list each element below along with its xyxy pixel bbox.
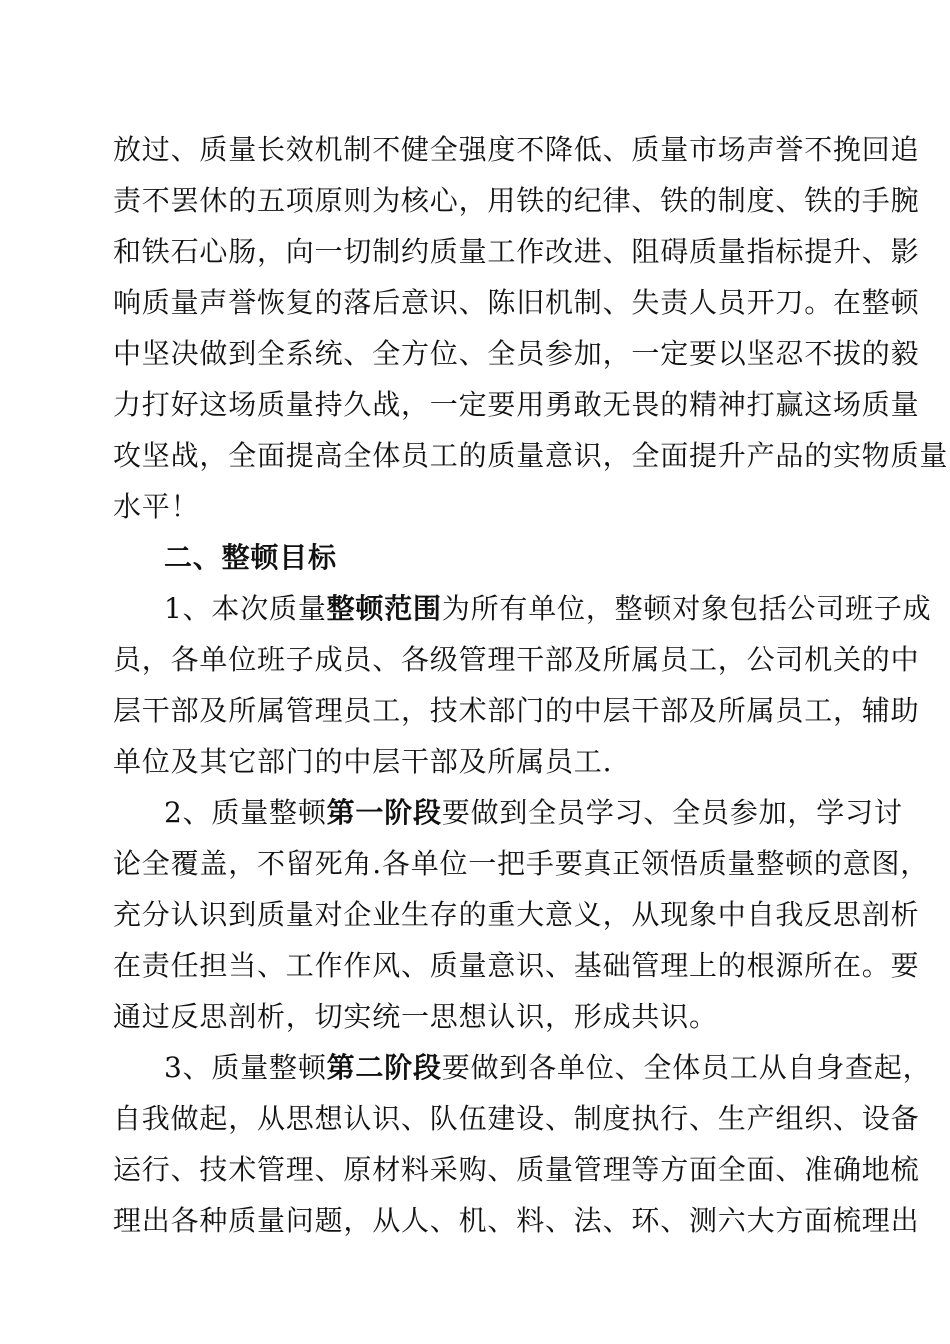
item1-prefix: 1、本次质量 [164, 592, 327, 625]
paragraph-line [113, 132, 920, 168]
line-text: 充分认识到质量对企业生存的重大意义，从现象中自我反思剖析 [113, 898, 920, 931]
item2-first-line [164, 795, 950, 831]
line-text: 层干部及所属管理员工，技术部门的中层干部及所属员工，辅助 [113, 694, 920, 727]
paragraph-line [113, 693, 950, 729]
paragraph-line [113, 438, 949, 474]
line-text: 论全覆盖，不留死角.各单位一把手要真正领悟质量整顿的意图， [113, 847, 930, 880]
item2-prefix: 2、质量整顿 [164, 796, 327, 829]
paragraph-line [113, 897, 950, 933]
line-text: 通过反思剖析，切实统一思想认识，形成共识。 [113, 1000, 718, 1033]
line-text: 中坚决做到全系统、全方位、全员参加，一定要以坚忍不拔的毅 [113, 337, 920, 370]
paragraph-line [113, 1203, 950, 1239]
item2-bold: 第一阶段 [326, 796, 442, 829]
line-text: 员，各单位班子成员、各级管理干部及所属员工，公司机关的中 [113, 643, 920, 676]
paragraph-line [113, 489, 843, 525]
paragraph-line [113, 285, 920, 321]
paragraph-line [113, 234, 920, 270]
paragraph-line [113, 183, 920, 219]
paragraph-line [113, 1101, 950, 1137]
line-text: 运行、技术管理、原材料采购、质量管理等方面全面、准确地梳 [113, 1153, 920, 1186]
line-text: 在责任担当、工作作风、质量意识、基础管理上的根源所在。要 [113, 949, 920, 982]
line-text: 力打好这场质量持久战，一定要用勇敢无畏的精神打赢这场质量 [113, 388, 920, 421]
paragraph-line [113, 1152, 950, 1188]
item3-rest: 要做到各单位、全体员工从自身查起， [441, 1051, 932, 1084]
line-text: 响质量声誉恢复的落后意识、陈旧机制、失责人员开刀。在整顿 [113, 286, 920, 319]
line-text: 放过、质量长效机制不健全强度不降低、质量市场声誉不挽回追 [113, 133, 920, 166]
paragraph-line [113, 999, 950, 1035]
line-text: 单位及其它部门的中层干部及所属员工. [113, 745, 613, 778]
paragraph-line [113, 846, 950, 882]
line-text: 水平！ [113, 490, 200, 523]
line-text: 攻坚战，全面提高全体员工的质量意识，全面提升产品的实物质量 [113, 439, 949, 472]
item3-bold: 第二阶段 [326, 1051, 442, 1084]
line-text: 和铁石心肠，向一切制约质量工作改进、阻碍质量指标提升、影 [113, 235, 920, 268]
paragraph-line [113, 744, 950, 780]
item3-prefix: 3、质量整顿 [164, 1051, 327, 1084]
item2-rest: 要做到全员学习、全员参加，学习讨 [441, 796, 903, 829]
section-heading-text: 二、整顿目标 [164, 541, 337, 574]
paragraph-line [113, 387, 920, 423]
section-heading [164, 540, 950, 576]
item1-rest: 为所有单位，整顿对象包括公司班子成 [441, 592, 932, 625]
item1-first-line [164, 591, 950, 627]
paragraph-line [113, 948, 950, 984]
line-text: 责不罢休的五项原则为核心，用铁的纪律、铁的制度、铁的手腕 [113, 184, 920, 217]
item1-bold: 整顿范围 [326, 592, 442, 625]
paragraph-line [113, 336, 920, 372]
line-text: 理出各种质量问题，从人、机、料、法、环、测六大方面梳理出 [113, 1204, 920, 1237]
item3-first-line [164, 1050, 950, 1086]
line-text: 自我做起，从思想认识、队伍建设、制度执行、生产组织、设备 [113, 1102, 920, 1135]
paragraph-line [113, 642, 950, 678]
